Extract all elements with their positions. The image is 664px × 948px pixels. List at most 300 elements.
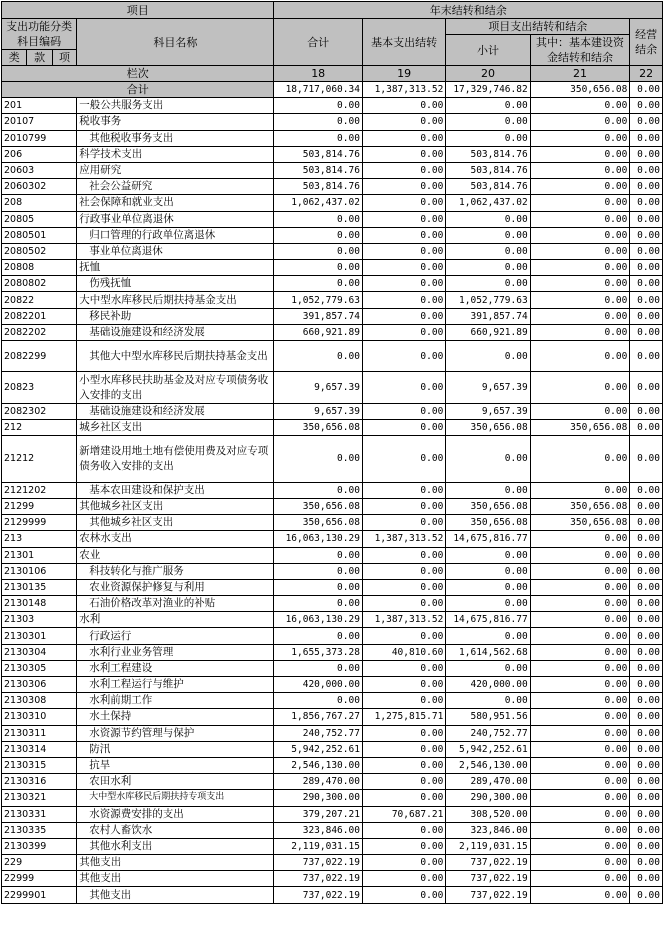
table-row bbox=[2, 838, 663, 854]
amount-cell: 420,000.00 bbox=[446, 677, 530, 693]
table-row bbox=[2, 563, 663, 579]
subject-code: 2080502 bbox=[2, 243, 77, 259]
amount-cell: 289,470.00 bbox=[446, 774, 530, 790]
subject-code: 20808 bbox=[2, 260, 77, 276]
subject-name: 小型水库移民扶助基金及对应专项债务收入安排的支出 bbox=[77, 372, 274, 403]
subject-code: 2010799 bbox=[2, 130, 77, 146]
amount-cell: 0.00 bbox=[630, 612, 663, 628]
amount-cell: 0.00 bbox=[630, 146, 663, 162]
carryover-table bbox=[1, 1, 663, 904]
table-row bbox=[2, 498, 663, 514]
amount-cell: 0.00 bbox=[630, 806, 663, 822]
subject-name: 其他支出 bbox=[77, 855, 274, 871]
subject-code: 2082302 bbox=[2, 403, 77, 419]
subject-code: 2130310 bbox=[2, 709, 77, 725]
subject-code: 229 bbox=[2, 855, 77, 871]
amount-cell: 0.00 bbox=[274, 211, 362, 227]
table-row bbox=[2, 887, 663, 903]
amount-cell: 0.00 bbox=[630, 677, 663, 693]
subject-code: 21301 bbox=[2, 547, 77, 563]
table-row bbox=[2, 693, 663, 709]
table-row bbox=[2, 179, 663, 195]
amount-cell: 0.00 bbox=[530, 644, 630, 660]
amount-cell: 0.00 bbox=[630, 498, 663, 514]
amount-cell: 0.00 bbox=[530, 308, 630, 324]
amount-cell: 0.00 bbox=[274, 130, 362, 146]
amount-cell: 0.00 bbox=[362, 596, 445, 612]
table-row bbox=[2, 822, 663, 838]
amount-cell: 0.00 bbox=[630, 887, 663, 903]
subject-name: 应用研究 bbox=[77, 162, 274, 178]
subject-name: 农业资源保护修复与利用 bbox=[77, 579, 274, 595]
subject-name: 其他支出 bbox=[77, 871, 274, 887]
amount-cell: 14,675,816.77 bbox=[446, 531, 530, 547]
subject-name: 移民补助 bbox=[77, 308, 274, 324]
amount-cell: 0.00 bbox=[274, 243, 362, 259]
amount-cell: 0.00 bbox=[446, 547, 530, 563]
amount-cell: 0.00 bbox=[446, 693, 530, 709]
subject-code: 22999 bbox=[2, 871, 77, 887]
subject-name: 其他大中型水库移民后期扶持基金支出 bbox=[77, 341, 274, 372]
amount-cell: 5,942,252.61 bbox=[274, 741, 362, 757]
amount-cell: 0.00 bbox=[630, 660, 663, 676]
amount-cell: 0.00 bbox=[362, 757, 445, 773]
subject-code: 2082202 bbox=[2, 324, 77, 340]
amount-cell: 0.00 bbox=[530, 822, 630, 838]
table-row bbox=[2, 644, 663, 660]
table-row bbox=[2, 227, 663, 243]
amount-cell: 1,052,779.63 bbox=[274, 292, 362, 308]
amount-cell: 14,675,816.77 bbox=[446, 612, 530, 628]
amount-cell: 0.00 bbox=[530, 871, 630, 887]
subject-name: 水利 bbox=[77, 612, 274, 628]
subject-code: 2130314 bbox=[2, 741, 77, 757]
amount-cell: 0.00 bbox=[530, 243, 630, 259]
amount-cell: 0.00 bbox=[362, 774, 445, 790]
amount-cell: 0.00 bbox=[630, 547, 663, 563]
amount-cell: 0.00 bbox=[446, 563, 530, 579]
subject-code: 2130331 bbox=[2, 806, 77, 822]
amount-cell: 0.00 bbox=[362, 419, 445, 435]
subject-code: 2130321 bbox=[2, 790, 77, 806]
subject-name: 其他税收事务支出 bbox=[77, 130, 274, 146]
amount-cell: 1,387,313.52 bbox=[362, 612, 445, 628]
subject-code: 2130335 bbox=[2, 822, 77, 838]
amount-cell: 0.00 bbox=[446, 596, 530, 612]
amount-cell: 0.00 bbox=[530, 130, 630, 146]
amount-cell: 0.00 bbox=[362, 195, 445, 211]
subject-code: 2130311 bbox=[2, 725, 77, 741]
amount-cell: 0.00 bbox=[530, 790, 630, 806]
subject-code: 208 bbox=[2, 195, 77, 211]
table-row bbox=[2, 709, 663, 725]
table-row bbox=[2, 628, 663, 644]
amount-cell: 0.00 bbox=[274, 660, 362, 676]
table-row bbox=[2, 855, 663, 871]
col-num: 20 bbox=[446, 66, 530, 82]
table-row bbox=[2, 757, 663, 773]
subject-code: 2130308 bbox=[2, 693, 77, 709]
amount-cell: 0.00 bbox=[530, 579, 630, 595]
amount-cell: 0.00 bbox=[362, 146, 445, 162]
amount-cell: 0.00 bbox=[630, 838, 663, 854]
subject-code: 20107 bbox=[2, 114, 77, 130]
amount-cell: 290,300.00 bbox=[274, 790, 362, 806]
table-row bbox=[2, 482, 663, 498]
amount-cell: 0.00 bbox=[362, 871, 445, 887]
subject-name: 农村人畜饮水 bbox=[77, 822, 274, 838]
amount-cell: 0.00 bbox=[446, 114, 530, 130]
amount-cell: 0.00 bbox=[362, 855, 445, 871]
amount-cell: 323,846.00 bbox=[274, 822, 362, 838]
amount-cell: 0.00 bbox=[630, 644, 663, 660]
amount-cell: 0.00 bbox=[274, 547, 362, 563]
amount-cell: 2,546,130.00 bbox=[446, 757, 530, 773]
amount-cell: 0.00 bbox=[362, 482, 445, 498]
table-row bbox=[2, 260, 663, 276]
subject-code: 2130148 bbox=[2, 596, 77, 612]
header-kuan: 款 bbox=[27, 50, 52, 66]
amount-cell: 0.00 bbox=[630, 709, 663, 725]
subject-code: 20805 bbox=[2, 211, 77, 227]
subject-code: 2060302 bbox=[2, 179, 77, 195]
subject-name: 大中型水库移民后期扶持基金支出 bbox=[77, 292, 274, 308]
amount-cell: 350,656.08 bbox=[274, 498, 362, 514]
amount-cell: 0.00 bbox=[530, 612, 630, 628]
amount-cell: 0.00 bbox=[630, 372, 663, 403]
subject-name: 其他水利支出 bbox=[77, 838, 274, 854]
amount-cell: 0.00 bbox=[630, 419, 663, 435]
amount-cell: 0.00 bbox=[274, 482, 362, 498]
amount-cell: 0.00 bbox=[362, 790, 445, 806]
amount-cell: 0.00 bbox=[630, 515, 663, 531]
table-row bbox=[2, 146, 663, 162]
subject-name: 税收事务 bbox=[77, 114, 274, 130]
amount-cell: 0.00 bbox=[362, 563, 445, 579]
header-operating: 经营结余 bbox=[630, 19, 663, 66]
amount-cell: 308,520.00 bbox=[446, 806, 530, 822]
col-num: 18 bbox=[274, 66, 362, 82]
amount-cell: 0.00 bbox=[446, 130, 530, 146]
amount-cell: 0.00 bbox=[362, 276, 445, 292]
amount-cell: 350,656.08 bbox=[446, 515, 530, 531]
amount-cell: 0.00 bbox=[630, 341, 663, 372]
table-row bbox=[2, 531, 663, 547]
table-row bbox=[2, 774, 663, 790]
total-value: 18,717,060.34 bbox=[274, 82, 362, 98]
amount-cell: 737,022.19 bbox=[446, 887, 530, 903]
subject-code: 20603 bbox=[2, 162, 77, 178]
subject-code: 2082299 bbox=[2, 341, 77, 372]
amount-cell: 0.00 bbox=[630, 774, 663, 790]
amount-cell: 0.00 bbox=[362, 227, 445, 243]
subject-name: 大中型水库移民后期扶持专项支出 bbox=[77, 790, 274, 806]
amount-cell: 0.00 bbox=[630, 195, 663, 211]
subject-code: 2082201 bbox=[2, 308, 77, 324]
amount-cell: 0.00 bbox=[630, 579, 663, 595]
amount-cell: 0.00 bbox=[362, 260, 445, 276]
amount-cell: 0.00 bbox=[362, 292, 445, 308]
amount-cell: 290,300.00 bbox=[446, 790, 530, 806]
amount-cell: 2,119,031.15 bbox=[446, 838, 530, 854]
subject-code: 2130399 bbox=[2, 838, 77, 854]
col-num: 19 bbox=[362, 66, 445, 82]
subject-code: 2121202 bbox=[2, 482, 77, 498]
table-row bbox=[2, 372, 663, 403]
subject-code: 21299 bbox=[2, 498, 77, 514]
amount-cell: 0.00 bbox=[530, 179, 630, 195]
header-xiang: 项 bbox=[52, 50, 76, 66]
subject-name: 水利行业业务管理 bbox=[77, 644, 274, 660]
amount-cell: 40,810.60 bbox=[362, 644, 445, 660]
table-row bbox=[2, 660, 663, 676]
amount-cell: 0.00 bbox=[630, 563, 663, 579]
subject-name: 其他支出 bbox=[77, 887, 274, 903]
amount-cell: 0.00 bbox=[630, 741, 663, 757]
total-value: 17,329,746.82 bbox=[446, 82, 530, 98]
amount-cell: 0.00 bbox=[362, 741, 445, 757]
subject-code: 2130316 bbox=[2, 774, 77, 790]
table-row bbox=[2, 725, 663, 741]
subject-code: 213 bbox=[2, 531, 77, 547]
subject-code: 20822 bbox=[2, 292, 77, 308]
amount-cell: 0.00 bbox=[630, 855, 663, 871]
amount-cell: 0.00 bbox=[530, 211, 630, 227]
amount-cell: 0.00 bbox=[630, 628, 663, 644]
table-body bbox=[2, 98, 663, 903]
amount-cell: 503,814.76 bbox=[446, 179, 530, 195]
amount-cell: 0.00 bbox=[630, 693, 663, 709]
amount-cell: 0.00 bbox=[530, 114, 630, 130]
amount-cell: 240,752.77 bbox=[446, 725, 530, 741]
table-row bbox=[2, 741, 663, 757]
amount-cell: 737,022.19 bbox=[446, 871, 530, 887]
amount-cell: 1,062,437.02 bbox=[274, 195, 362, 211]
amount-cell: 240,752.77 bbox=[274, 725, 362, 741]
amount-cell: 0.00 bbox=[530, 887, 630, 903]
amount-cell: 0.00 bbox=[274, 596, 362, 612]
amount-cell: 1,275,815.71 bbox=[362, 709, 445, 725]
amount-cell: 350,656.08 bbox=[274, 515, 362, 531]
amount-cell: 9,657.39 bbox=[446, 403, 530, 419]
amount-cell: 70,687.21 bbox=[362, 806, 445, 822]
table-row bbox=[2, 130, 663, 146]
subject-name: 一般公共服务支出 bbox=[77, 98, 274, 114]
subject-code: 2130135 bbox=[2, 579, 77, 595]
amount-cell: 1,062,437.02 bbox=[446, 195, 530, 211]
amount-cell: 0.00 bbox=[362, 98, 445, 114]
amount-cell: 350,656.08 bbox=[446, 498, 530, 514]
subject-name: 基础设施建设和经济发展 bbox=[77, 324, 274, 340]
amount-cell: 503,814.76 bbox=[274, 162, 362, 178]
subject-name: 科学技术支出 bbox=[77, 146, 274, 162]
total-value: 350,656.08 bbox=[530, 82, 630, 98]
amount-cell: 0.00 bbox=[630, 98, 663, 114]
amount-cell: 0.00 bbox=[630, 596, 663, 612]
amount-cell: 0.00 bbox=[630, 260, 663, 276]
amount-cell: 0.00 bbox=[362, 660, 445, 676]
amount-cell: 0.00 bbox=[630, 308, 663, 324]
table-row bbox=[2, 162, 663, 178]
amount-cell: 0.00 bbox=[530, 774, 630, 790]
subject-code: 2130315 bbox=[2, 757, 77, 773]
amount-cell: 0.00 bbox=[530, 531, 630, 547]
amount-cell: 0.00 bbox=[274, 628, 362, 644]
subject-code: 2130305 bbox=[2, 660, 77, 676]
amount-cell: 0.00 bbox=[530, 292, 630, 308]
amount-cell: 0.00 bbox=[274, 563, 362, 579]
amount-cell: 0.00 bbox=[630, 276, 663, 292]
subject-name: 基础设施建设和经济发展 bbox=[77, 403, 274, 419]
amount-cell: 0.00 bbox=[530, 227, 630, 243]
amount-cell: 0.00 bbox=[630, 725, 663, 741]
table-row bbox=[2, 243, 663, 259]
amount-cell: 0.00 bbox=[362, 677, 445, 693]
table-row bbox=[2, 403, 663, 419]
amount-cell: 16,063,130.29 bbox=[274, 531, 362, 547]
table-row bbox=[2, 515, 663, 531]
table-row bbox=[2, 324, 663, 340]
header-total: 合计 bbox=[274, 19, 362, 66]
amount-cell: 0.00 bbox=[530, 403, 630, 419]
subject-name: 行政事业单位离退休 bbox=[77, 211, 274, 227]
table-row bbox=[2, 436, 663, 483]
amount-cell: 0.00 bbox=[530, 195, 630, 211]
subject-code: 212 bbox=[2, 419, 77, 435]
amount-cell: 0.00 bbox=[446, 660, 530, 676]
table-row bbox=[2, 806, 663, 822]
amount-cell: 0.00 bbox=[630, 822, 663, 838]
subject-code: 2299901 bbox=[2, 887, 77, 903]
amount-cell: 0.00 bbox=[630, 179, 663, 195]
amount-cell: 1,614,562.68 bbox=[446, 644, 530, 660]
amount-cell: 0.00 bbox=[362, 243, 445, 259]
amount-cell: 0.00 bbox=[362, 341, 445, 372]
amount-cell: 0.00 bbox=[530, 260, 630, 276]
amount-cell: 0.00 bbox=[530, 162, 630, 178]
table-row bbox=[2, 419, 663, 435]
subject-name: 防汛 bbox=[77, 741, 274, 757]
amount-cell: 379,207.21 bbox=[274, 806, 362, 822]
header-year-end: 年末结转和结余 bbox=[274, 2, 663, 19]
subject-name: 事业单位离退休 bbox=[77, 243, 274, 259]
subject-name: 其他城乡社区支出 bbox=[77, 498, 274, 514]
subject-name: 归口管理的行政单位离退休 bbox=[77, 227, 274, 243]
subject-name: 社会公益研究 bbox=[77, 179, 274, 195]
amount-cell: 0.00 bbox=[630, 531, 663, 547]
header-basic: 基本支出结转 bbox=[362, 19, 445, 66]
subject-code: 201 bbox=[2, 98, 77, 114]
amount-cell: 0.00 bbox=[362, 114, 445, 130]
amount-cell: 2,119,031.15 bbox=[274, 838, 362, 854]
table-row bbox=[2, 211, 663, 227]
subject-name: 社会保障和就业支出 bbox=[77, 195, 274, 211]
amount-cell: 0.00 bbox=[630, 227, 663, 243]
subject-code: 2080501 bbox=[2, 227, 77, 243]
amount-cell: 0.00 bbox=[274, 341, 362, 372]
amount-cell: 660,921.89 bbox=[446, 324, 530, 340]
amount-cell: 9,657.39 bbox=[274, 403, 362, 419]
amount-cell: 0.00 bbox=[530, 677, 630, 693]
amount-cell: 0.00 bbox=[630, 211, 663, 227]
amount-cell: 0.00 bbox=[362, 822, 445, 838]
amount-cell: 0.00 bbox=[530, 547, 630, 563]
subject-name: 抗旱 bbox=[77, 757, 274, 773]
amount-cell: 0.00 bbox=[446, 227, 530, 243]
subject-name: 城乡社区支出 bbox=[77, 419, 274, 435]
amount-cell: 0.00 bbox=[446, 98, 530, 114]
amount-cell: 0.00 bbox=[530, 372, 630, 403]
table-row bbox=[2, 308, 663, 324]
amount-cell: 1,655,373.28 bbox=[274, 644, 362, 660]
amount-cell: 0.00 bbox=[530, 757, 630, 773]
amount-cell: 0.00 bbox=[530, 660, 630, 676]
subject-name: 伤残抚恤 bbox=[77, 276, 274, 292]
subject-name: 水资源节约管理与保护 bbox=[77, 725, 274, 741]
col-num: 22 bbox=[630, 66, 663, 82]
table-row bbox=[2, 677, 663, 693]
header-project: 项目 bbox=[2, 2, 274, 19]
amount-cell: 0.00 bbox=[530, 341, 630, 372]
amount-cell: 0.00 bbox=[630, 482, 663, 498]
amount-cell: 0.00 bbox=[362, 887, 445, 903]
col-num: 21 bbox=[530, 66, 630, 82]
amount-cell: 0.00 bbox=[274, 436, 362, 483]
amount-cell: 0.00 bbox=[362, 162, 445, 178]
amount-cell: 350,656.08 bbox=[274, 419, 362, 435]
amount-cell: 0.00 bbox=[630, 292, 663, 308]
amount-cell: 0.00 bbox=[446, 341, 530, 372]
subject-name: 石油价格改革对渔业的补贴 bbox=[77, 596, 274, 612]
amount-cell: 0.00 bbox=[530, 628, 630, 644]
amount-cell: 0.00 bbox=[362, 130, 445, 146]
amount-cell: 391,857.74 bbox=[274, 308, 362, 324]
table-row bbox=[2, 790, 663, 806]
amount-cell: 0.00 bbox=[530, 276, 630, 292]
subject-code: 2130306 bbox=[2, 677, 77, 693]
amount-cell: 503,814.76 bbox=[274, 179, 362, 195]
amount-cell: 5,942,252.61 bbox=[446, 741, 530, 757]
table-row bbox=[2, 114, 663, 130]
subject-code: 2129999 bbox=[2, 515, 77, 531]
amount-cell: 0.00 bbox=[530, 709, 630, 725]
amount-cell: 0.00 bbox=[630, 790, 663, 806]
amount-cell: 737,022.19 bbox=[274, 855, 362, 871]
subject-name: 其他城乡社区支出 bbox=[77, 515, 274, 531]
amount-cell: 0.00 bbox=[274, 114, 362, 130]
amount-cell: 0.00 bbox=[362, 547, 445, 563]
amount-cell: 0.00 bbox=[362, 579, 445, 595]
table-row bbox=[2, 195, 663, 211]
amount-cell: 0.00 bbox=[630, 436, 663, 483]
amount-cell: 0.00 bbox=[530, 725, 630, 741]
amount-cell: 0.00 bbox=[630, 130, 663, 146]
amount-cell: 0.00 bbox=[446, 260, 530, 276]
subject-name: 科技转化与推广服务 bbox=[77, 563, 274, 579]
amount-cell: 0.00 bbox=[446, 436, 530, 483]
table-row bbox=[2, 98, 663, 114]
amount-cell: 0.00 bbox=[446, 482, 530, 498]
header-capital: 其中：基本建设资金结转和结余 bbox=[530, 35, 630, 66]
amount-cell: 0.00 bbox=[530, 436, 630, 483]
total-value: 1,387,313.52 bbox=[362, 82, 445, 98]
amount-cell: 0.00 bbox=[630, 757, 663, 773]
table-row bbox=[2, 341, 663, 372]
amount-cell: 0.00 bbox=[362, 628, 445, 644]
subject-code: 2130106 bbox=[2, 563, 77, 579]
amount-cell: 0.00 bbox=[530, 838, 630, 854]
amount-cell: 0.00 bbox=[362, 515, 445, 531]
